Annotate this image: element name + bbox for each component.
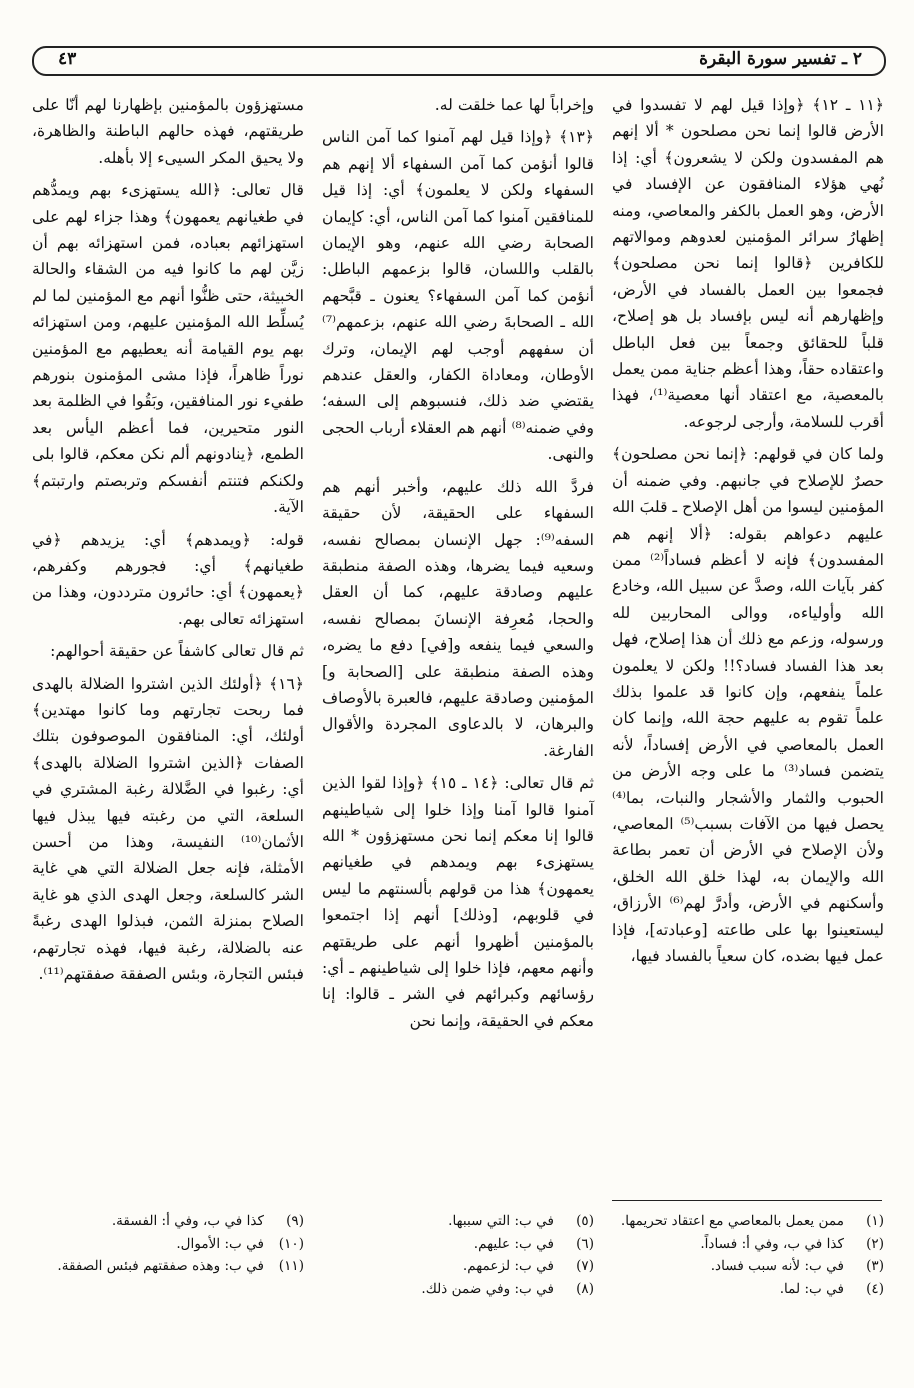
paragraph: قال تعالى: ﴿الله يستهزىء بهم ويمدُّهم في طغيانهم يعمهون﴾ وهذا جزاء لهم على استهزائهم بعباده، فمن استهزائه بهم أن زيَّن لهم ما كانوا فيه من الشقاء والحالة الخبيثة، حتى ظنُّوا أنهم مع المؤمنين لما لم يُسلِّط الله المؤمنين عليهم، ومن استهزائه بهم يوم القيامة أنه يعطيهم مع المؤمنين نوراً ظاهراً، فإذا مشى المؤمنون بنورهم طفيء نور المنافقين، وبَقُوا في الظلمة بعد النور متحيرين، فما أعظم اليأس بعد الطمع، ﴿ينادونهم ألم نكن معكم، قالوا بلى ولكنكم فتنتم أنفسكم وتربصتم وارتبتم﴾ الآية. <box>32 181 304 517</box>
footnote-text: في ب: الأموال. <box>176 1235 264 1252</box>
paragraph: ﴿١١ ـ ١٢﴾ ﴿وإذا قيل لهم لا تفسدوا في الأرض قالوا إنما نحن مصلحون * ألا إنهم هم المفسدون ولكن لا يشعرون﴾ أي: إذا نُهي هؤلاء المنافقون عن الإفساد في الأرض، وهو العمل بالكفر والمعاصي، ومنه إظهارُ سرائر المؤمنين لعدوهم وموالاتهم للكافرين ﴿قالوا إنما نحن مصلحون﴾ فجمعوا بين العمل بالفساد في الأرض، وإظهارهم أنه ليس بإفساد بل هو إصلاح، قلباً للحقائق وجمعاً بين فعل الباطل واعتقاده حقاً، وهذا أعظم جناية ممن يعمل بالمعصية، مع اعتقاد أنها معصية⁽¹⁾، فهذا أقرب للسلامة، وأرجى لرجوعه. <box>612 96 884 431</box>
footnote-number: (١٠) <box>278 1235 304 1252</box>
footnote-number: (٨) <box>576 1280 594 1297</box>
footnote-number: (٦) <box>576 1235 594 1252</box>
paragraph: ﴿١٣﴾ ﴿وإذا قيل لهم آمنوا كما آمن الناس قالوا أنؤمن كما آمن السفهاء ألا إنهم هم السفهاء ولكن لا يعلمون﴾ أي: إذا قيل للمنافقين آمنوا كما آمن الناس، أي: كإيمان الصحابة رضي الله عنهم، وهو الإيمان بالقلب واللسان، قالوا بزعمهم الباطل: أنؤمن كما آمن السفهاء؟ يعنون ـ قبَّحهم الله ـ الصحابةَ رضي الله عنهم، بزعمهم⁽⁷⁾ أن سفههم أوجب لهم الإيمان، وترك الأوطان، ومعاداة الكفار، والعقل عندهم يقتضي ضد ذلك، فنسبوهم إلى السفه؛ وفي ضمنه⁽⁸⁾ أنهم هم العقلاء أرباب الحجى والنهى. <box>322 128 594 464</box>
footnote-text: في ب: لما. <box>779 1280 844 1297</box>
footnote-text: في ب: التي سببها. <box>448 1213 554 1229</box>
footnote-number: (٩) <box>286 1213 304 1229</box>
footnote-number: (٣) <box>866 1258 884 1274</box>
surah-title: ٢ ـ تفسير سورة البقرة <box>699 49 862 69</box>
footnote <box>612 1210 884 1233</box>
paragraph: مستهزؤون بالمؤمنين بإظهارنا لهم أنّا على طريقتهم، فهذه حالهم الباطنة والظاهرة، ولا يحيق المكر السيىء إلا بأهله. <box>32 96 304 167</box>
footnote-number: (٤) <box>866 1280 884 1297</box>
footnote-number: (١١) <box>278 1258 304 1274</box>
footnote-text: في ب: لزعمهم. <box>462 1258 554 1274</box>
footnote <box>32 1210 304 1233</box>
paragraph: وإخراباً لها عما خلقت له. <box>434 96 594 114</box>
footnotes-middle <box>322 1210 594 1300</box>
footnote <box>612 1278 884 1301</box>
footnote-text: في ب: وهذه صفقتهم فبئس الصفقة. <box>57 1258 264 1274</box>
footnote-number: (٧) <box>576 1258 594 1274</box>
footnote <box>32 1233 304 1256</box>
footnote-number: (١) <box>866 1213 884 1229</box>
footnote-text: ممن يعمل بالمعاصي مع اعتقاد تحريمها. <box>620 1213 844 1229</box>
footnote-text: في ب: وفي ضمن ذلك. <box>421 1280 554 1297</box>
footnote <box>322 1233 594 1256</box>
paragraph: ثم قال تعالى: ﴿١٤ ـ ١٥﴾ ﴿وإذا لقوا الذين آمنوا قالوا آمنا وإذا خلوا إلى شياطينهم قالوا إنا معكم إنما نحن مستهزؤون * الله يستهزىء بهم ويمدهم في طغيانهم يعمهون﴾ هذا من قولهم بألسنتهم ما ليس في قلوبهم، [وذلك] أنهم إذا اجتمعوا بالمؤمنين أظهروا أنهم على طريقتهم وأنهم معهم، فإذا خلوا إلى شياطينهم ـ أي: رؤسائهم وكبرائهم في الشر ـ قالوا: إنا معكم في الحقيقة، وإنما نحن <box>322 774 594 1030</box>
footnotes-right <box>612 1210 884 1300</box>
text-column-right <box>612 92 884 975</box>
footnote-divider <box>612 1200 882 1201</box>
paragraph: ﴿١٦﴾ ﴿أولئك الذين اشتروا الضلالة بالهدى فما ربحت تجارتهم وما كانوا مهتدين﴾ أولئك، أي: المنافقون الموصوفون بتلك الصفات ﴿الذين اشتروا الضلالة بالهدى﴾ أي: رغبوا في الضَّلالة رغبة المشتري في السلعة، التي من رغبته فيها يبذل فيها الأثمان⁽¹⁰⁾ النفيسة، وهذا من أحسن الأمثلة، فإنه جعل الضلالة التي هي غاية الشر كالسلعة، وجعل الهدى الذي هو غاية الصلاح بمنزلة الثمن، فبذلوا الهدى رغبةً عنه بالضلالة، رغبة فيها، فهذه تجارتهم، فبئس التجارة، وبئس الصفقة صفقتهم⁽¹¹⁾. <box>32 674 304 983</box>
footnote <box>32 1255 304 1278</box>
footnote-number: (٥) <box>576 1213 594 1229</box>
text-column-left <box>32 92 304 993</box>
footnote <box>612 1255 884 1278</box>
paragraph: قوله: ﴿ويمدهم﴾ أي: يزيدهم ﴿في طغيانهم﴾ أي: فجورهم وكفرهم، ﴿يعمهون﴾ أي: حائرون مترددون، وهذا من استهزائه تعالى بهم. <box>32 530 304 628</box>
text-column-middle <box>322 92 594 1040</box>
paragraph: ثم قال تعالى كاشفاً عن حقيقة أحوالهم: <box>50 642 304 661</box>
footnote <box>322 1255 594 1278</box>
footnote-number: (٢) <box>866 1235 884 1252</box>
page-number: ٤٣ <box>58 49 77 69</box>
footnote-text: كذا في ب، وفي أ: فساداً. <box>700 1235 844 1252</box>
footnotes-left <box>32 1210 304 1278</box>
footnote-text: في ب: عليهم. <box>473 1235 554 1252</box>
footnote-text: كذا في ب، وفي أ: الفسقة. <box>111 1213 264 1229</box>
footnote-text: في ب: لأنه سبب فساد. <box>710 1258 844 1274</box>
footnote <box>322 1278 594 1301</box>
footnote <box>612 1233 884 1256</box>
paragraph: فردَّ الله ذلك عليهم، وأخبر أنهم هم السفهاء على الحقيقة، لأن حقيقة السفه⁽⁹⁾: جهل الإنسان بمصالح نفسه، وسعيه فيما يضرها، وهذه الصفة منطبقة عليهم وصادقة عليهم، كما أن العقل والحجا، مُعرِفة الإنسانَ بمصالح نفسه، والسعي فيما ينفعه و[في] دفع ما يضره، وهذه الصفة منطبقة على [الصحابة و] المؤمنين وصادقة عليهم، فالعبرة بالأوصاف والبرهان، لا بالدعاوى المجردة والأقوال الفارغة. <box>322 477 594 760</box>
footnote <box>322 1210 594 1233</box>
paragraph: ولما كان في قولهم: ﴿إنما نحن مصلحون﴾ حصرٌ للإصلاح في جانبهم. وفي ضمنه أن المؤمنين ليسوا من أهل الإصلاح ـ قلبَ الله عليهم دعواهم بقوله: ﴿ألا إنهم هم المفسدون﴾ فإنه لا أعظم فساداً⁽²⁾ ممن كفر بآيات الله، وصدَّ عن سبيل الله، وخادع الله وأولياءه، ووالى المحاربين لله ورسوله، وزعم مع ذلك أن هذا إصلاح، فهل بعد هذا الفساد فساد؟!! ولكن لا يعلمون علماً ينفعهم، وإن كانوا قد علموا بذلك علماً تقوم به عليهم حجة الله، وإنما كان العمل بالمعاصي في الأرض إفساداً، لأنه يتضمن فساد⁽³⁾ ما على وجه الأرض من الحبوب والثمار والأشجار والنبات، بما⁽⁴⁾ يحصل فيها من الآفات بسبب⁽⁵⁾ المعاصي، ولأن الإصلاح في الأرض أن تعمر بطاعة الله والإيمان به، لهذا خلق الله الخلق، وأسكنهم في الأرض، وأدرَّ لهم⁽⁶⁾ الأرزاق، ليستعينوا بها على طاعته [وعبادته]، فإذا عمل فيها بضده، كان سعياً بالفساد فيها، <box>612 445 885 965</box>
